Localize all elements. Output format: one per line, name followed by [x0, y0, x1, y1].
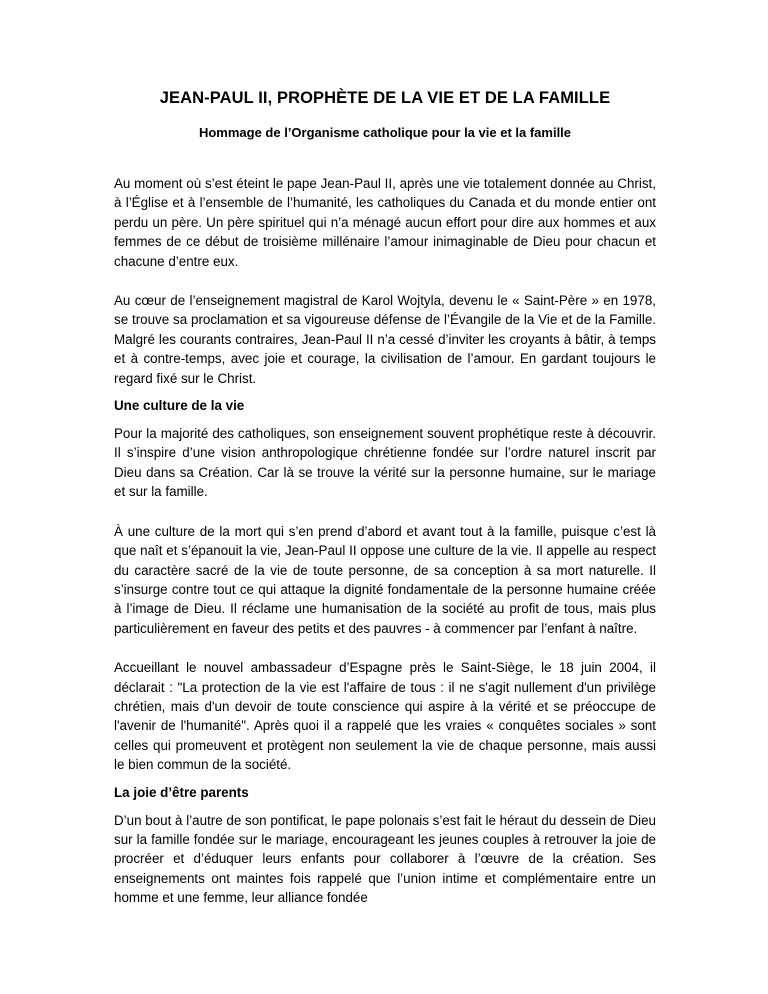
section-heading-culture-de-la-vie: Une culture de la vie	[114, 398, 245, 414]
section2-paragraph-1: D’un bout à l’autre de son pontificat, le pape polonais s’est fait le héraut du dessein de Dieu sur la famille fondée sur le mariage, encourageant les jeunes couples à retrouver la joie de procréer et d’éduquer leurs enfants pour collaborer à l’œuvre de la création. Ses enseignements ont maintes fois rappelé que l’union intime et complémentaire entre un homme et une femme, leur alliance fondée	[114, 812, 656, 906]
section1-paragraph-1: Pour la majorité des catholiques, son enseignement souvent prophétique reste à découvrir. Il s’inspire d’une vision anthropologique chrétienne fondée sur l’ordre naturel inscrit par Dieu dans sa Création. Car là se trouve la vérité sur la personne humaine, sur le mariage et sur la famille.	[114, 426, 656, 500]
section-heading-joie-etre-parents: La joie d’être parents	[114, 784, 249, 800]
section1-paragraph-2: À une culture de la mort qui s’en prend d’abord et avant tout à la famille, puisque c’est là que naît et s’épanouit la vie, Jean-Paul II oppose une culture de la vie. Il appelle au respect du caractère sacré de la vie de toute personne, de sa conception à sa mort naturelle. Il s’insurge contre tout ce qui attaque la dignité fondamentale de la personne humaine créée à l’image de Dieu. Il réclame une humanisation de la société au profit de tous, mais plus particulièrement en faveur des petits et des pauvres - à commencer par l’enfant à naître.	[114, 523, 656, 636]
intro-paragraph-2: Au cœur de l’enseignement magistral de Karol Wojtyla, devenu le « Saint-Père » en 1978, se trouve sa proclamation et sa vigoureuse défense de l’Évangile de la Vie et de la Famille. Malgré les courants contraires, Jean-Paul II n’a cessé d’inviter les croyants à bâtir, à temps et à contre-temps, avec joie et courage, la civilisation de l’amour. En gardant toujours le regard fixé sur le Christ.	[114, 293, 656, 386]
intro-paragraph-1: Au moment où s’est éteint le pape Jean-Paul II, après une vie totalement donnée au Christ, à l’Église et à l’ensemble de l’humanité, les catholiques du Canada et du monde entier ont perdu un père. Un père spirituel qui n’a ménagé aucun effort pour dire aux hommes et aux femmes de ce début de troisième millénaire l’amour inimaginable de Dieu pour chacun et chacune d’entre eux.	[114, 176, 656, 269]
section1-paragraph-3: Accueillant le nouvel ambassadeur d’Espagne près le Saint-Siège, le 18 juin 2004, il déclarait : "La protection de la vie est l'affaire de tous : il ne s'agit nullement d'un privilège chrétien, mais d'un devoir de toute conscience qui aspire à la vérité et se préoccupe de l'avenir de l'humanité". Après quoi il a rappelé que les vraies « conquêtes sociales » sont celles qui promeuvent et protègent non seulement la vie de chaque personne, mais aussi le bien commun de la société.	[114, 660, 656, 773]
document-title: JEAN-PAUL II, PROPHÈTE DE LA VIE ET DE LA FAMILLE	[159, 89, 611, 107]
document-subtitle: Hommage de l’Organisme catholique pour la vie et la famille	[198, 125, 572, 140]
document-page	[114, 88, 656, 908]
